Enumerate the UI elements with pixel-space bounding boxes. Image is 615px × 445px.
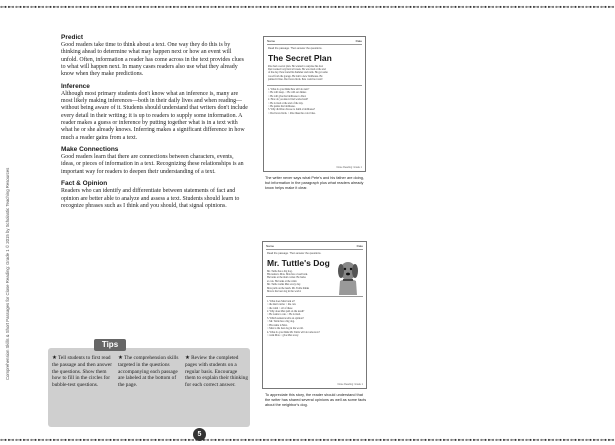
passage-line: His name is Max. Max has a loud bark. <box>267 272 308 276</box>
worksheet-passage <box>263 270 329 294</box>
divider <box>266 249 363 250</box>
section-heading: Fact & Opinion <box>61 180 108 188</box>
dog-illustration-icon <box>332 257 362 297</box>
date-label: Date <box>355 39 362 43</box>
question-line: ○ He will sleep. ○ He will eat dinner. <box>268 91 307 95</box>
tip-item: ★ Tell students to first read the passage and then answer the questions. Show them how to fill in the circles for bubble-test questions. <box>52 355 113 389</box>
question-line: 3. Which sentence tells an opinion? <box>267 316 304 320</box>
passage-line: Dad worked very hard all week. He was tired at the end <box>268 67 326 71</box>
worksheet-passage <box>264 65 365 82</box>
side-credit-text: Comprehension Skills & Short Passages for Close Reading: Grade 1 © 2015 by Scholastic Teaching Resources <box>5 167 10 380</box>
passage-line: Mr. Tuttle walks Max every day. <box>267 283 301 287</box>
decorative-border-top: ⊶⊷⊶⊷⊶⊷⊶⊷⊶⊷⊶⊷⊶⊷⊶⊷⊶⊷⊶⊷⊶⊷⊶⊷⊶⊷⊶⊷⊶⊷⊶⊷⊶⊷⊶⊷⊶⊷⊶⊷⊶⊷⊶⊷⊶⊷⊶⊷⊶⊷⊶⊷⊶⊷⊶⊷⊶⊷⊶⊷⊶⊷⊶⊷⊶⊷⊶⊷⊶⊷⊶⊷⊶⊷⊶⊷⊶⊷⊶⊷⊶⊷ <box>0 3 615 11</box>
worksheet-title: Mr. Tuttle's Dog <box>267 257 330 268</box>
worksheet-header <box>263 242 366 248</box>
section-make-connections <box>61 146 248 176</box>
question-line: ○ He will give the birdhouse to Dad. <box>268 94 307 98</box>
worksheet-footer: Close Reading: Grade 1 <box>337 383 363 386</box>
worksheet-questions <box>263 298 366 337</box>
question-line: ○ Dad loves birds. ○ Pete likes the color blue. <box>268 111 316 115</box>
passage-line: Max is the best dog in the world. <box>267 289 302 293</box>
section-predict <box>61 34 248 79</box>
section-heading: Make Connections <box>61 146 119 154</box>
worksheet-subtitle: Read the passage. Then answer the questions. <box>268 46 323 50</box>
section-heading: Inference <box>61 82 90 90</box>
question-line: 2. Why does Max pull on the leash? <box>267 310 305 314</box>
section-body: Good readers learn that there are connections between characters, events, ideas, or pieces of information in a text. Recognizing these relationships is an important way for readers to deepen their understanding of a text. <box>61 154 244 175</box>
caption-secret-plan: The writer never says what Pete's and his father are doing, but information in the paragraph plus what readers already know helps make it clear. <box>265 176 364 190</box>
section-body: Readers who can identify and differentiate between statements of fact and opinion are better able to analyze and assess a text. Students should learn to recognize phrases such as I think and you should, that signal opinions. <box>61 188 240 209</box>
side-credit <box>5 80 15 380</box>
worksheet-header <box>264 37 365 43</box>
question-line: 4. What do you think Mr. Tuttle will do tomorrow? <box>267 330 320 334</box>
worksheet-subtitle: Read the passage. Then answer the questions. <box>267 251 322 255</box>
question-line: ○ He wants to run. ○ He is tired. <box>267 313 301 317</box>
divider <box>267 44 362 45</box>
worksheet-footer: Close Reading: Grade 1 <box>336 166 362 169</box>
passage-line: He barks at the mail carrier. He barks <box>267 276 306 280</box>
main-text-column <box>61 34 248 214</box>
question-line: ○ His name is Max. <box>267 323 288 327</box>
section-fact-opinion <box>61 180 248 210</box>
passage-line: at cats. He barks at the wind. <box>267 279 297 283</box>
section-body: Good readers take time to think about a text. One way they do this is by thinking ahead to determine what may happen next or how an event will unfold. Often, information a reader has come across in the text provides clues to what will happen next. In many cases readers also use what they already know when they make predictions. <box>61 42 244 78</box>
worksheet-thumbnail-tuttles-dog <box>262 241 367 389</box>
question-line: ○ walk Max ○ give Max away <box>267 333 299 337</box>
section-body: Although most primary students don't know what an inference is, many are most likely making inferences—both in their daily lives and when reading—without being aware of it. Students should understand that writers don't include every detail in their writing; it is up to readers to supply some information. A reader makes a guess or inference by putting together what is in a text with what he or she already knows. Inferring makes a significant difference in how much a reader gains from a text. <box>61 90 248 141</box>
passage-line: painted it blue. Dad loves birds. Pete could not wait! <box>268 78 323 82</box>
passage-line: wood from the garage. He built a new birdhouse. He <box>268 74 323 78</box>
tips-label: Tips <box>94 339 126 351</box>
passage-line: of the day. Pete found his hammer and nails. He got some <box>268 71 328 75</box>
worksheet-thumbnail-secret-plan <box>263 36 366 172</box>
divider <box>267 85 362 86</box>
passage-line: Mr. Tuttle has a big dog. <box>267 269 293 273</box>
question-line: ○ He is tired at the end of the day. <box>268 101 304 105</box>
question-line: ○ the mail carrier ○ the cats <box>267 303 296 307</box>
name-label: Name <box>266 244 275 248</box>
worksheet-title: The Secret Plan <box>268 52 332 63</box>
passage-line: Max pulls on the leash. Mr. Tuttle thinks <box>267 286 310 290</box>
caption-tuttles-dog: To appreciate this story, the reader should understand that the writer has shared several opinions as well as some facts about the neighbor's dog. <box>265 393 367 407</box>
date-label: Date <box>356 244 363 248</box>
question-line: 3. Why did Pete choose to build a birdhouse? <box>268 108 315 112</box>
name-label: Name <box>267 39 276 43</box>
passage-line: Pete had a secret plan. He wanted to surprise his dad. <box>268 64 324 68</box>
section-inference <box>61 83 248 142</box>
question-line: ○ Mr. Tuttle has a big dog. <box>267 320 295 324</box>
question-line: 1. What does Max bark at? <box>267 299 295 303</box>
decorative-border-bottom: ⊶⊷⊶⊷⊶⊷⊶⊷⊶⊷⊶⊷⊶⊷⊶⊷⊶⊷⊶⊷⊶⊷⊶⊷⊶⊷⊶⊷⊶⊷⊶⊷⊶⊷⊶⊷⊶⊷⊶⊷⊶⊷⊶⊷⊶⊷⊶⊷⊶⊷⊶⊷⊶⊷⊶⊷⊶⊷⊶⊷⊶⊷⊶⊷⊶⊷⊶⊷⊶⊷⊶⊷⊶⊷⊶⊷⊶⊷⊶⊷⊶⊷ <box>0 436 615 444</box>
tip-item: ★ The comprehension skills targeted in the questions accompanying each passage are labeled at the bottom of the page. <box>118 355 179 389</box>
question-line: 1. What do you think Pete will do next? <box>268 88 310 92</box>
tip-item: ★ Review the completed pages with students on a regular basis. Encourage them to explain their thinking for each correct answer. <box>185 355 248 389</box>
question-line: ○ Max is the best dog in the world. <box>267 327 304 331</box>
page-number: 5 <box>193 428 206 441</box>
question-line: 2. How do you know Dad works hard? <box>268 98 309 102</box>
question-line: ○ He paints the birdhouse. <box>268 105 296 109</box>
question-line: ○ the wind ○ all of these <box>267 306 293 310</box>
section-heading: Predict <box>61 34 84 41</box>
worksheet-questions <box>264 86 365 115</box>
